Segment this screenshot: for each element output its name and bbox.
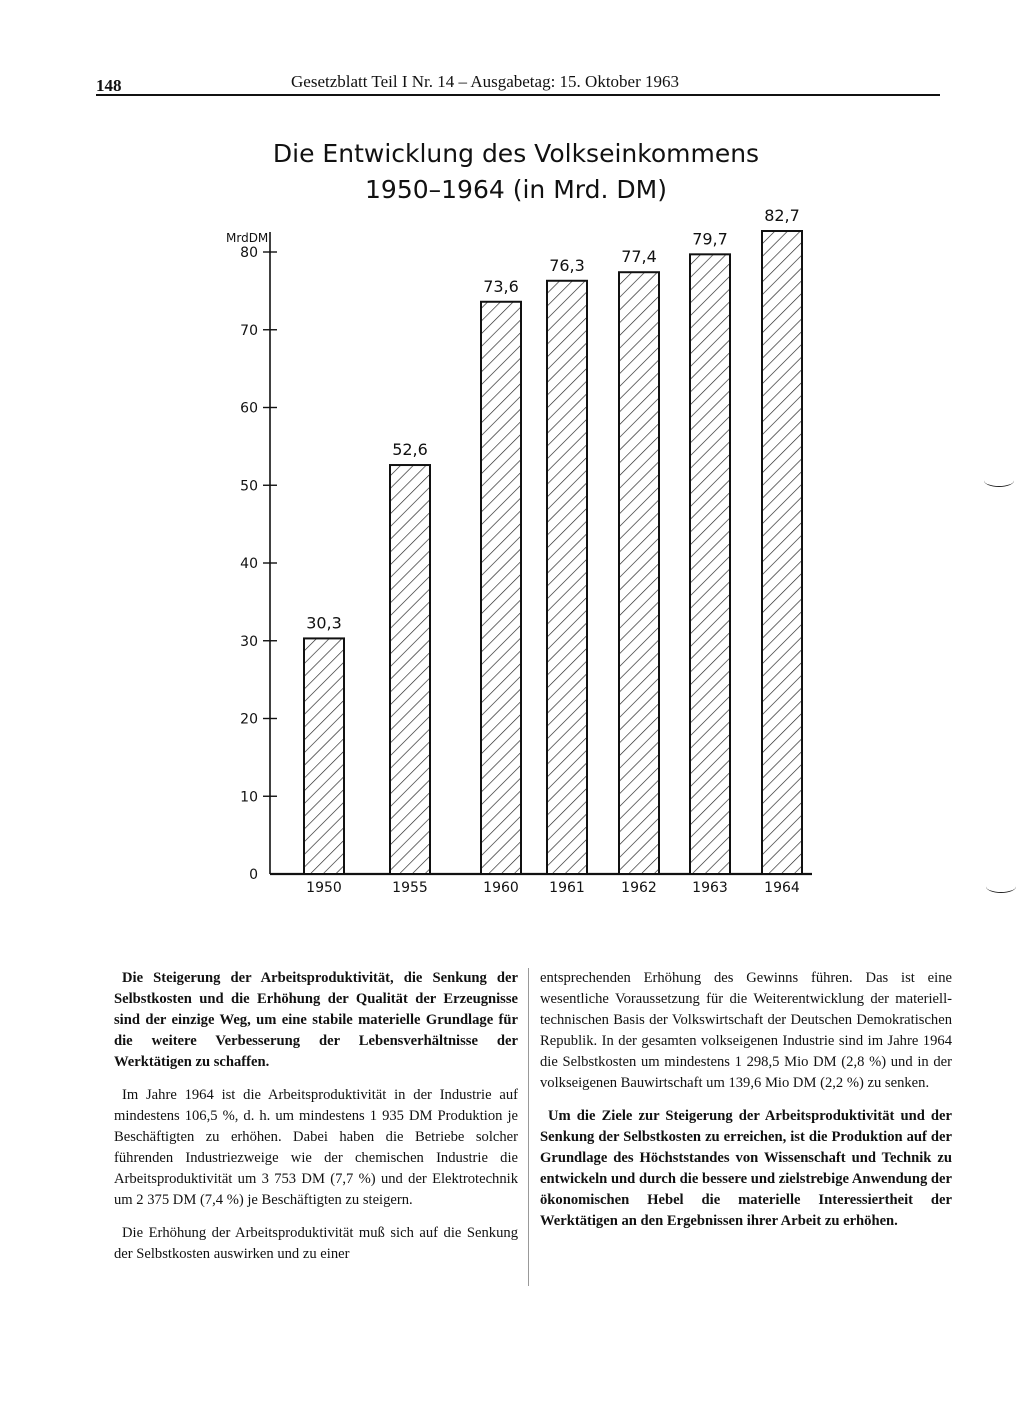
text-column-left <box>114 968 518 1277</box>
chart-title-line1: Die Entwicklung des Volkseinkommens <box>272 139 760 168</box>
bar-value-label: 30,3 <box>306 613 342 633</box>
x-tick-label: 1950 <box>306 880 342 896</box>
paragraph-intro: Die Steigerung der Arbeitsproduktivität, die Senkung der Selbstkosten und die Erhöhung der Qualität der Erzeugnisse sind der einzige Weg, um eine stabile materielle Grundlage für die weitere Verbesserung der Lebensverhältnisse der Werktätigen zu schaffen. <box>114 970 518 1070</box>
y-tick-label: 80 <box>240 245 258 261</box>
paragraph-goals: Um die Ziele zur Steigerung der Arbeitsproduktivität und der Senkung der Selbstkosten zu erreichen, ist die Produktion auf der Grundlage des Höchststandes von Wissenschaft und Technik zu entwickeln und durch die bessere und zielstrebige Anwendung der ökonomischen Hebel die materielle Interessiertheit der Werktätigen an den Ergebnissen ihrer Arbeit zu erhöhen. <box>540 1108 952 1229</box>
y-tick-label: 40 <box>240 556 258 572</box>
x-tick-label: 1960 <box>483 880 519 896</box>
bar <box>619 272 659 874</box>
bar-value-label: 76,3 <box>549 255 585 275</box>
bar-value-label: 73,6 <box>483 276 519 296</box>
y-tick-label: 60 <box>240 400 258 417</box>
bar <box>762 231 802 874</box>
text-column-right <box>540 968 952 1244</box>
bar-value-label: 79,7 <box>692 229 728 249</box>
y-tick-label: 20 <box>240 711 258 728</box>
bar <box>690 254 730 874</box>
x-tick-label: 1961 <box>549 880 585 896</box>
chart-title-line2: 1950–1964 (in Mrd. DM) <box>365 175 667 204</box>
margin-mark <box>986 880 1016 893</box>
paragraph-cost-continued: entsprechenden Erhöhung des Gewinns führen. Das ist eine wesentliche Voraussetzung für die Weiterentwicklung der materiell-technischen Basis der Volkswirtschaft der Deutschen Demokratischen Republik. In der gesamten volkseigenen Industrie sind im Jahre 1964 die Selbstkosten um mindestens 1 298,5 Mio DM (2,8 %) und in der volkseigenen Bauwirtschaft um 139,6 Mio DM (2,2 %) zu senken. <box>540 970 952 1091</box>
y-tick-label: 0 <box>249 867 258 883</box>
x-tick-label: 1963 <box>692 880 728 896</box>
y-tick-label: 10 <box>240 789 258 806</box>
y-axis-unit-label: MrdDM <box>226 231 269 245</box>
bar <box>304 638 344 874</box>
paragraph-cost-start: Die Erhöhung der Arbeitsproduktivität muß sich auf die Senkung der Selbstkosten auswirken und zu einer <box>114 1225 518 1262</box>
page-number: 148 <box>96 76 122 95</box>
bar-value-label: 52,6 <box>392 440 428 460</box>
header-title: Gesetzblatt Teil I Nr. 14 – Ausgabetag: 15. Oktober 1963 <box>291 72 680 91</box>
bar-value-label: 82,7 <box>764 206 800 226</box>
paragraph-productivity: Im Jahre 1964 ist die Arbeitsproduktivität in der Industrie auf mindestens 106,5 %, d. h. um mindestens 1 935 DM Produktion je Beschäftigten zu erhöhen. Dabei haben die Betriebe solcher führenden Industriezweige wie der chemischen Industrie die Arbeitsproduktivität um 3 753 DM (7,7 %) und der Elektrotechnik um 2 375 DM (7,4 %) je Beschäftigten zu steigern. <box>114 1087 518 1208</box>
column-divider <box>528 968 529 1286</box>
margin-mark <box>984 474 1014 487</box>
x-tick-label: 1962 <box>621 880 657 896</box>
bar-value-label: 77,4 <box>621 247 657 267</box>
y-tick-label: 30 <box>240 633 258 650</box>
bar <box>390 465 430 874</box>
x-tick-label: 1955 <box>392 880 428 896</box>
bar <box>481 302 521 874</box>
y-tick-label: 50 <box>240 478 258 495</box>
bar <box>547 281 587 874</box>
y-tick-label: 70 <box>240 322 258 339</box>
x-tick-label: 1964 <box>764 880 800 896</box>
